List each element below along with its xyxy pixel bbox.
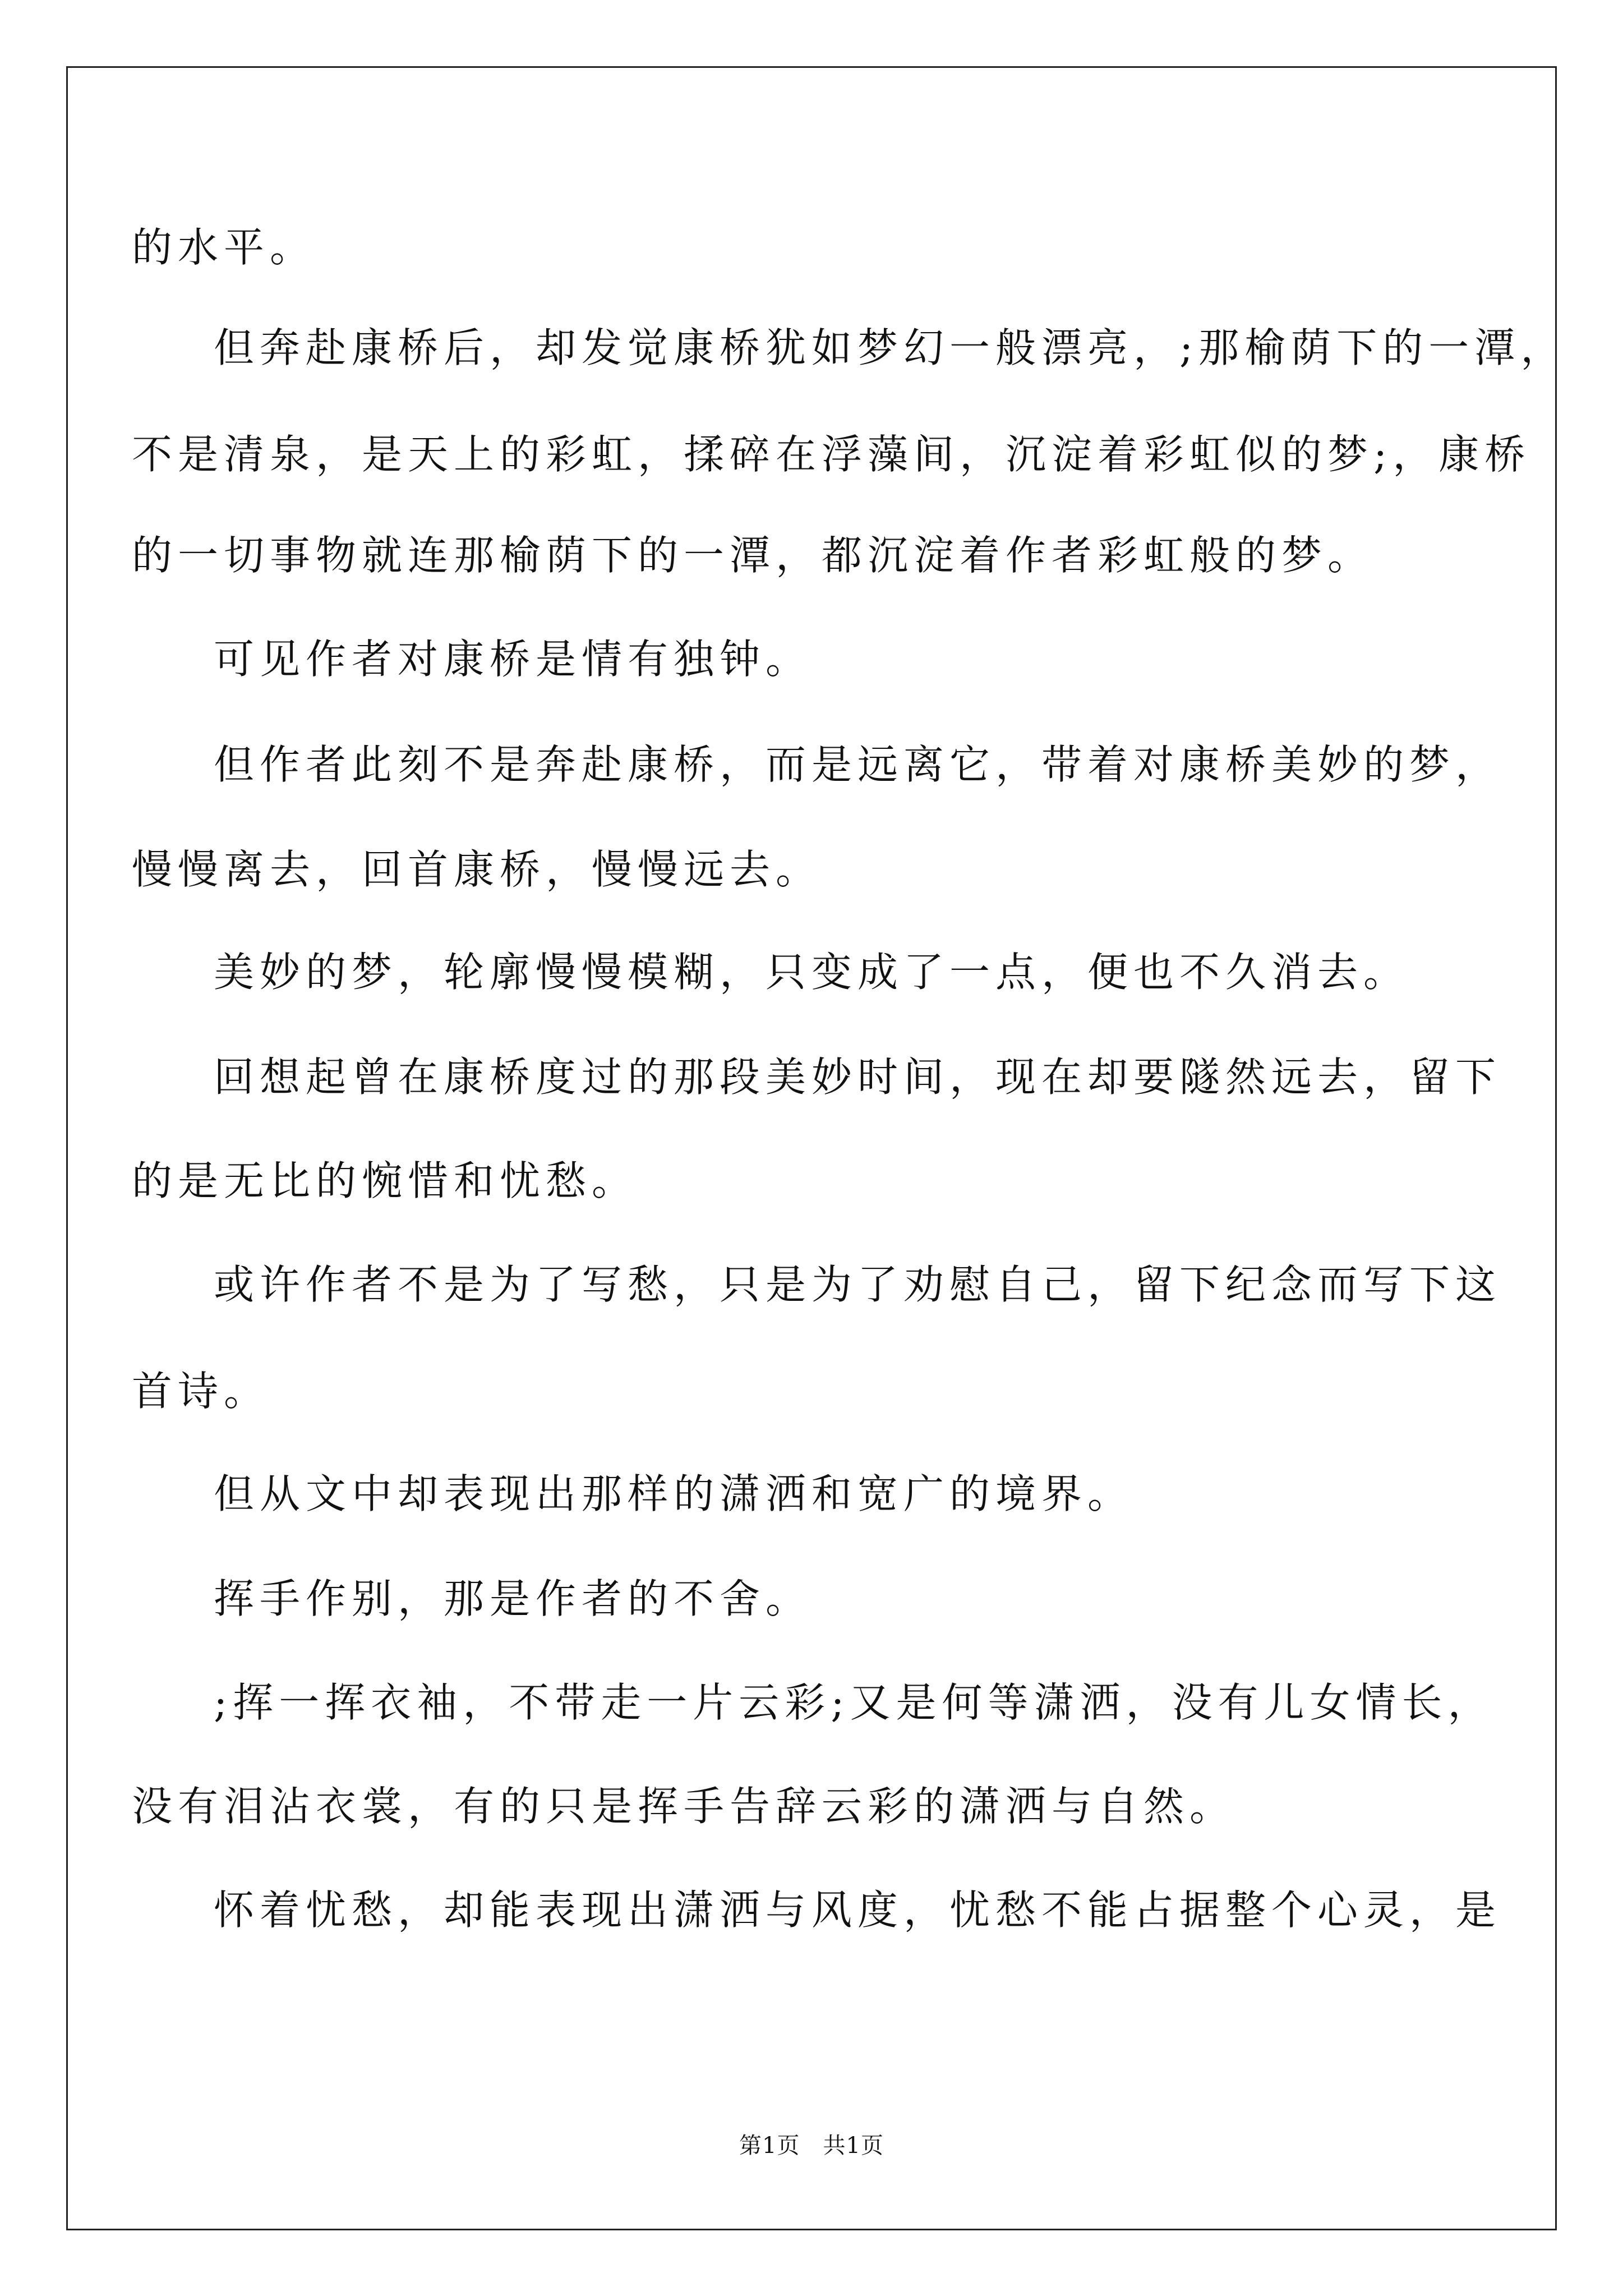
text-line: 或许作者不是为了写愁，只是为了劝慰自己，留下纪念而写下这: [214, 1261, 1502, 1308]
text-line: 首诗。: [132, 1368, 270, 1415]
text-line: 没有泪沾衣裳，有的只是挥手告辞云彩的潇洒与自然。: [132, 1783, 1236, 1830]
text-line: 慢慢离去，回首康桥，慢慢远去。: [132, 846, 822, 893]
text-line: 美妙的梦，轮廓慢慢模糊，只变成了一点，便也不久消去。: [214, 949, 1410, 996]
text-line: 的水平。: [132, 224, 316, 271]
page-number-footer: 第1页 共1页: [739, 2133, 884, 2159]
text-line: 挥手作别，那是作者的不舍。: [214, 1575, 812, 1622]
text-line: 不是清泉，是天上的彩虹，揉碎在浮藻间，沉淀着彩虹似的梦;，康桥: [132, 431, 1531, 478]
text-line: 但奔赴康桥后，却发觉康桥犹如梦幻一般漂亮，;那榆荫下的一潭，: [214, 324, 1567, 371]
text-line: 但从文中却表现出那样的潇洒和宽广的境界。: [214, 1470, 1134, 1517]
text-line: 的一切事物就连那榆荫下的一潭，都沉淀着作者彩虹般的梦。: [132, 532, 1374, 579]
text-line: 可见作者对康桥是情有独钟。: [214, 636, 812, 683]
text-line: 回想起曾在康桥度过的那段美妙时间，现在却要隧然远去，留下: [214, 1053, 1502, 1101]
text-line: 怀着忧愁，却能表现出潇洒与风度，忧愁不能占据整个心灵，是: [214, 1887, 1502, 1934]
text-line: 的是无比的惋惜和忧愁。: [132, 1157, 638, 1204]
text-line: 但作者此刻不是奔赴康桥，而是远离它，带着对康桥美妙的梦，: [214, 741, 1502, 788]
text-line: ;挥一挥衣袖，不带走一片云彩;又是何等潇洒，没有儿女情长，: [214, 1679, 1494, 1726]
